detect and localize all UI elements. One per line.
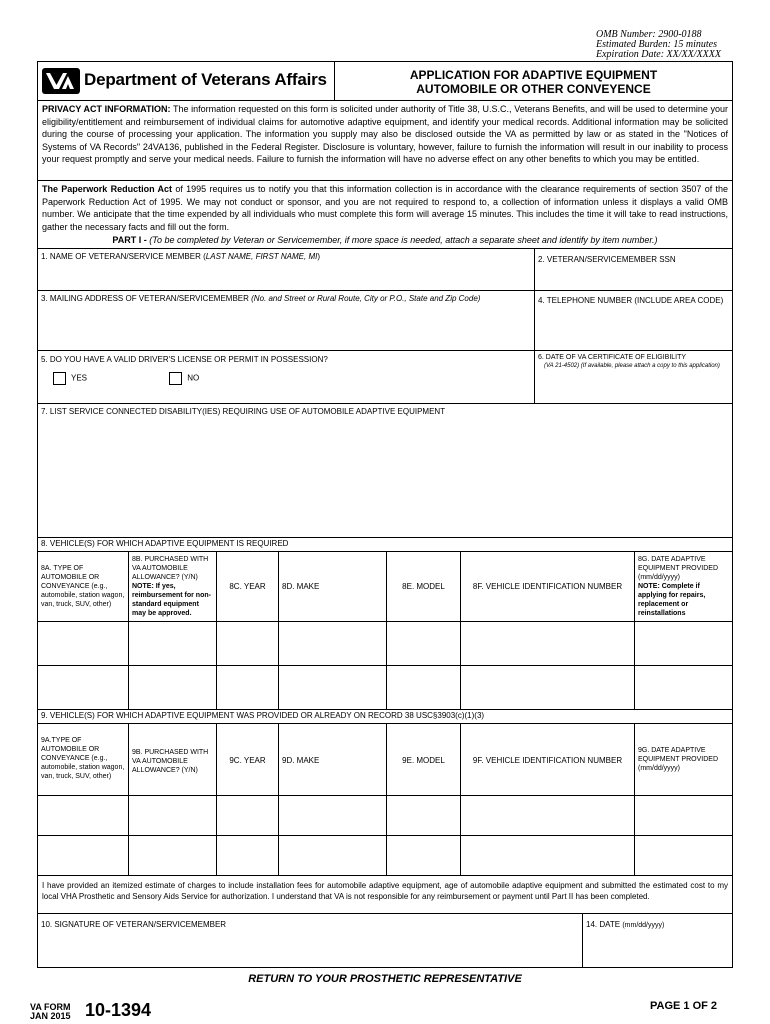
col-8f-header [461, 551, 635, 621]
col-9e-label: 9E. MODEL [402, 756, 445, 765]
row-9-1-type[interactable] [38, 795, 129, 835]
form-title [334, 62, 732, 100]
row-9-2-purchased[interactable] [129, 835, 217, 875]
col-9c-label: 9C. YEAR [229, 756, 266, 765]
col-9d-header [279, 723, 387, 795]
field-7-label: 7. LIST SERVICE CONNECTED DISABILITY(IES) REQUIRING USE OF AUTOMOBILE ADAPTIVE EQUIPMENT [41, 407, 446, 416]
row-8-2-make[interactable] [279, 665, 387, 709]
page-number: PAGE 1 OF 2 [650, 1000, 718, 1012]
form-number: 10-1394 [85, 1000, 152, 1020]
ssn-field[interactable] [535, 248, 732, 290]
col-9e-header [387, 723, 461, 795]
col-9b-label: 9B. PURCHASED WITH VA AUTOMOBILE ALLOWANCE? (Y/N) [132, 749, 209, 774]
row-9-1-purchased[interactable] [129, 795, 217, 835]
row-8-1-vin[interactable] [461, 621, 635, 665]
row-8-1-make[interactable] [279, 621, 387, 665]
row-9-1-make[interactable] [279, 795, 387, 835]
omb-burden: Estimated Burden: 15 minutes [596, 39, 718, 50]
field-5-label: 5. DO YOU HAVE A VALID DRIVER'S LICENSE OR PERMIT IN POSSESSION? [41, 355, 328, 364]
col-8b-label: 8B. PURCHASED WITH VA AUTOMOBILE ALLOWANCE? (Y/N) [132, 556, 209, 581]
col-8a-header [38, 551, 129, 621]
row-8-1-type[interactable] [38, 621, 129, 665]
section-9-header [38, 709, 732, 723]
mailing-address-field[interactable] [38, 290, 535, 350]
application-form [37, 61, 733, 968]
return-instruction: RETURN TO YOUR PROSTHETIC REPRESENTATIVE [248, 973, 522, 985]
field-3-italic: (No. and Street or Rural Route, City or P.O., State and Zip Code) [251, 294, 481, 303]
privacy-heading: PRIVACY ACT INFORMATION: [42, 104, 171, 114]
veteran-name-field[interactable] [38, 248, 535, 290]
row-8-2-date[interactable] [635, 665, 732, 709]
field-1-italic: LAST NAME, FIRST NAME, MI [205, 252, 318, 261]
certification-statement [38, 875, 732, 913]
telephone-field[interactable] [535, 290, 732, 350]
omb-number: OMB Number: 2900-0188 [596, 29, 702, 40]
col-9a-label: 9A.TYPE OF AUTOMOBILE OR CONVEYANCE (e.g., automobile, station wagon, van, truck, SUV, other) [41, 737, 125, 780]
col-9b-header [129, 723, 217, 795]
col-8f-label: 8F. VEHICLE IDENTIFICATION NUMBER [472, 582, 623, 591]
row-8-1-year[interactable] [217, 621, 279, 665]
row-9-2-date[interactable] [635, 835, 732, 875]
col-9c-header [217, 723, 279, 795]
row-9-2-year[interactable] [217, 835, 279, 875]
disabilities-field[interactable] [38, 403, 732, 537]
field-2-label: 2. VETERAN/SERVICEMEMBER SSN [538, 255, 676, 264]
col-8b-note: NOTE: If yes, reimbursement for non-standard equipment may be approved. [132, 583, 211, 617]
no-label: NO [187, 373, 200, 383]
form-date: JAN 2015 [30, 1011, 71, 1021]
privacy-text: The information requested on this form is solicited under authority of Title 38, U.S.C., Veterans Benefits, and will be used to determine your eligibility/entitlement and reimbursement of individual claims for automotive adaptive equipment, and identify your medical records. Additional information may be solicited during the course of processing your application. The information you supply may also be disclosed outside the VA as permitted by law or as stated in the "Notices of Systems of VA Records" 24VA136, published in the Federal Register. Disclosure is voluntary, however, failure to furnish the information will result in our inability to process your request promptly and serve your medical needs. Failure to furnish the information will have no adverse effect on any other benefits to which you may be entitled. [42, 104, 728, 164]
drivers-license-question [38, 350, 535, 403]
row-9-2-vin[interactable] [461, 835, 635, 875]
field-9-label: 9. VEHICLE(S) FOR WHICH ADAPTIVE EQUIPMENT WAS PROVIDED OR ALREADY ON RECORD 38 USC§3903(c)(1)(3) [41, 711, 485, 720]
col-9g-header [635, 723, 732, 795]
col-8d-label: 8D. MAKE [282, 582, 320, 591]
row-9-1-year[interactable] [217, 795, 279, 835]
col-9f-header [461, 723, 635, 795]
row-8-2-year[interactable] [217, 665, 279, 709]
row-9-2-type[interactable] [38, 835, 129, 875]
row-8-1-purchased[interactable] [129, 621, 217, 665]
field-1-end: ) [317, 252, 321, 261]
agency-header [38, 62, 334, 100]
field-8-label: 8. VEHICLE(S) FOR WHICH ADAPTIVE EQUIPMENT IS REQUIRED [41, 539, 289, 548]
field-10-label: 10. SIGNATURE OF VETERAN/SERVICEMEMBER [41, 920, 227, 929]
field-6-note: (VA 21-4502) (If available, please attach a copy to this application) [544, 363, 720, 369]
row-9-1-vin[interactable] [461, 795, 635, 835]
field-14-format: (mm/dd/yyyy) [622, 922, 665, 929]
part-one-header [38, 234, 732, 248]
omb-info [596, 30, 721, 60]
part-one-label: PART I - [112, 235, 147, 245]
va-seal-logo [42, 68, 80, 94]
row-9-2-model[interactable] [387, 835, 461, 875]
field-6-label: 6. DATE OF VA CERTIFICATE OF ELIGIBILITY [538, 354, 687, 361]
col-9d-label: 9D. MAKE [282, 756, 320, 765]
row-8-2-purchased[interactable] [129, 665, 217, 709]
col-8e-label: 8E. MODEL [402, 582, 445, 591]
row-9-2-make[interactable] [279, 835, 387, 875]
section-8-header [38, 537, 732, 551]
omb-expiration: Expiration Date: XX/XX/XXXX [596, 49, 721, 60]
yes-label: YES [71, 373, 88, 383]
col-8g-label: 8G. DATE ADAPTIVE EQUIPMENT PROVIDED (mm/dd/yyyy) [638, 556, 718, 581]
signature-field[interactable] [38, 913, 583, 967]
certification-text: I have provided an itemized estimate of charges to include installation fees for automobile adaptive equipment, age of automobile adaptive equipment and submitted the estimated cost to my local VHA Prosthetic and Sensory Aids Service for authorization. I understand that VA is not responsible for any reimbursement or payment until Part II has been completed. [42, 881, 728, 901]
row-8-2-model[interactable] [387, 665, 461, 709]
field-1-label: 1. NAME OF VETERAN/SERVICE MEMBER ( [41, 252, 206, 261]
row-8-2-type[interactable] [38, 665, 129, 709]
row-9-1-model[interactable] [387, 795, 461, 835]
row-8-1-model[interactable] [387, 621, 461, 665]
va-form-text: VA FORM [30, 1002, 71, 1012]
form-title-line2: AUTOMOBILE OR OTHER CONVEYENCE [416, 82, 651, 96]
col-8g-header [635, 551, 732, 621]
field-4-label: 4. TELEPHONE NUMBER (INCLUDE AREA CODE) [538, 296, 724, 305]
col-8b-header [129, 551, 217, 621]
col-9f-label: 9F. VEHICLE IDENTIFICATION NUMBER [472, 756, 623, 765]
col-8a-label: 8A. TYPE OF AUTOMOBILE OR CONVEYANCE (e.g., automobile, station wagon, van, truck, SUV, other) [41, 565, 125, 608]
no-checkbox[interactable] [169, 372, 182, 385]
row-8-2-vin[interactable] [461, 665, 635, 709]
privacy-act-notice [38, 100, 732, 180]
col-8g-note: NOTE: Complete if applying for repairs, replacement or reinstallations [638, 583, 706, 617]
col-8d-header [279, 551, 387, 621]
paperwork-heading: The Paperwork Reduction Act [42, 184, 173, 194]
col-9a-header [38, 723, 129, 795]
row-8-1-date[interactable] [635, 621, 732, 665]
col-9g-label: 9G. DATE ADAPTIVE EQUIPMENT PROVIDED (mm/dd/yyyy) [638, 747, 718, 772]
certificate-date-field[interactable] [535, 350, 732, 403]
field-3-label: 3. MAILING ADDRESS OF VETERAN/SERVICEMEMBER [41, 294, 249, 303]
va-form-label [30, 1003, 71, 1021]
form-title-line1: APPLICATION FOR ADAPTIVE EQUIPMENT [409, 68, 658, 82]
paperwork-text: of 1995 requires us to notify you that this information collection is in accordance with the clearance requirements of section 3507 of the Paperwork Reduction Act of 1995. We may not conduct or sponsor, and you are not required to respond to, a collection of information unless it displays a valid OMB number. We anticipate that the time expended by all individuals who must complete this form will average 15 minutes. This includes the time it will take to read instructions, gather the necessary facts and fill out the form. [42, 184, 728, 232]
part-one-instruction: (To be completed by Veteran or Servicemember, if more space is needed, attach a separate sheet and identify by item number.) [149, 235, 658, 245]
field-14-label: 14. DATE [586, 920, 621, 929]
signature-date-field[interactable] [583, 913, 732, 967]
col-8e-header [387, 551, 461, 621]
col-8c-label: 8C. YEAR [229, 582, 266, 591]
col-8c-header [217, 551, 279, 621]
paperwork-reduction-notice [38, 180, 732, 234]
agency-name: Department of Veterans Affairs [84, 70, 327, 89]
row-9-1-date[interactable] [635, 795, 732, 835]
yes-checkbox[interactable] [53, 372, 66, 385]
